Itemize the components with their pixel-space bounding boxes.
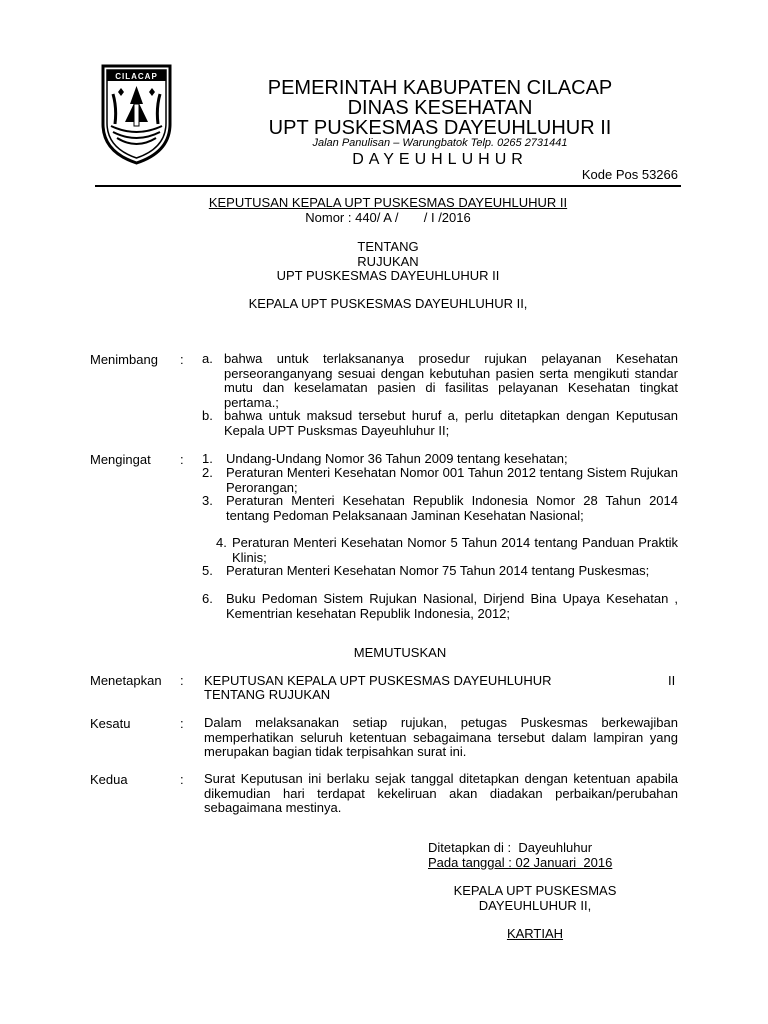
item-text: Peraturan Menteri Kesehatan Nomor 75 Tahun 2014 tentang Puskesmas; bbox=[226, 563, 650, 578]
menetapkan-line1-suffix: II bbox=[668, 673, 676, 688]
regency-coat-of-arms-logo bbox=[97, 64, 176, 165]
letterhead-town: DAYEUHLUHUR bbox=[352, 151, 528, 168]
list-item bbox=[216, 536, 678, 566]
signature-place: Ditetapkan di : Dayeuhluhur bbox=[428, 840, 593, 855]
signatory-name: KARTIAH bbox=[506, 926, 564, 941]
signature-date: Pada tanggal : 02 Januari 2016 bbox=[428, 855, 613, 870]
item-marker: a. bbox=[202, 351, 213, 366]
subject-heading: RUJUKAN bbox=[357, 254, 419, 269]
menimbang-colon: : bbox=[180, 352, 184, 367]
item-marker: 2. bbox=[202, 465, 213, 480]
menetapkan-line2: TENTANG RUJUKAN bbox=[204, 687, 331, 702]
menetapkan-label: Menetapkan bbox=[90, 673, 162, 688]
signature-title-line1: KEPALA UPT PUSKESMAS bbox=[453, 883, 617, 898]
letterhead-unit: UPT PUSKESMAS DAYEUHLUHUR II bbox=[268, 117, 612, 139]
item-text: Peraturan Menteri Kesehatan Nomor 5 Tahun 2014 tentang Panduan Praktik Klinis; bbox=[232, 535, 678, 565]
kesatu-label: Kesatu bbox=[90, 716, 131, 731]
item-text: Peraturan Menteri Kesehatan Republik Indonesia Nomor 28 Tahun 2014 tentang Pedoman Pelaksanaan Jaminan Kesehatan Nasional; bbox=[226, 493, 678, 523]
list-item bbox=[202, 352, 678, 412]
item-marker: 3. bbox=[202, 493, 213, 508]
list-item bbox=[202, 564, 678, 594]
item-text: bahwa untuk maksud tersebut huruf a, perlu ditetapkan dengan Keputusan Kepala UPT Pusksmas Dayeuhluhur II; bbox=[224, 408, 678, 438]
item-text: Peraturan Menteri Kesehatan Nomor 001 Tahun 2012 tentang Sistem Rujukan Perorangan; bbox=[226, 465, 678, 495]
unit-heading: UPT PUSKESMAS DAYEUHLUHUR II bbox=[276, 268, 500, 283]
item-marker: 5. bbox=[202, 563, 213, 578]
decree-number: Nomor : 440/ A / / I /2016 bbox=[305, 210, 471, 225]
letterhead-divider bbox=[95, 185, 681, 187]
letterhead-agency: DINAS KESEHATAN bbox=[347, 97, 533, 119]
about-heading: TENTANG bbox=[357, 239, 419, 254]
memutuskan-heading: MEMUTUSKAN bbox=[353, 645, 447, 660]
list-item bbox=[202, 494, 678, 539]
postal-code: Kode Pos 53266 bbox=[581, 167, 678, 182]
decree-title: KEPUTUSAN KEPALA UPT PUSKESMAS DAYEUHLUHUR II bbox=[208, 195, 568, 210]
kedua-colon: : bbox=[180, 772, 184, 787]
item-marker: b. bbox=[202, 408, 213, 423]
mengingat-label: Mengingat bbox=[90, 452, 151, 467]
item-marker: 1. bbox=[202, 451, 213, 466]
signature-title-line2: DAYEUHLUHUR II, bbox=[478, 898, 592, 913]
menetapkan-colon: : bbox=[180, 673, 184, 688]
kesatu-text: Dalam melaksanakan setiap rujukan, petugas Puskesmas berkewajiban memperhatikan seluruh ketentuan sebagaimana tersebut dalam lampiran yang merupakan bagian tidak terpisahkan surat ini. bbox=[204, 715, 678, 759]
logo-lettering: CILACAP bbox=[115, 72, 158, 81]
list-item bbox=[202, 409, 678, 439]
item-text: bahwa untuk terlaksananya prosedur rujukan pelayanan Kesehatan perseoranganyang sesuai dengan kebutuhan pasien serta mengikuti standar mutu dan keselamatan pasien di fasilitas pelayanan Kesehatan tingkat pertama.; bbox=[224, 351, 678, 410]
list-item bbox=[202, 592, 678, 622]
item-marker: 4. bbox=[216, 535, 227, 550]
kedua-text: Surat Keputusan ini berlaku sejak tanggal ditetapkan dengan ketentuan apabila dikemudian hari terdapat kekeliruan akan diadakan perbaikan/perubahan sebagaimana mestinya. bbox=[204, 771, 678, 815]
mengingat-colon: : bbox=[180, 452, 184, 467]
kedua-label: Kedua bbox=[90, 772, 128, 787]
item-text: Undang-Undang Nomor 36 Tahun 2009 tentang kesehatan; bbox=[226, 451, 568, 466]
item-marker: 6. bbox=[202, 591, 213, 606]
kesatu-colon: : bbox=[180, 716, 184, 731]
menimbang-label: Menimbang bbox=[90, 352, 158, 367]
letterhead-government: PEMERINTAH KABUPATEN CILACAP bbox=[267, 77, 613, 99]
head-heading: KEPALA UPT PUSKESMAS DAYEUHLUHUR II, bbox=[248, 296, 528, 311]
list-item bbox=[202, 466, 678, 496]
letterhead-address: Jalan Panulisan – Warungbatok Telp. 0265 2731441 bbox=[312, 137, 568, 149]
item-text: Buku Pedoman Sistem Rujukan Nasional, Dirjend Bina Upaya Kesehatan , Kementrian kesehatan Republik Indonesia, 2012; bbox=[226, 591, 678, 621]
menetapkan-line1: KEPUTUSAN KEPALA UPT PUSKESMAS DAYEUHLUHUR bbox=[204, 673, 552, 688]
